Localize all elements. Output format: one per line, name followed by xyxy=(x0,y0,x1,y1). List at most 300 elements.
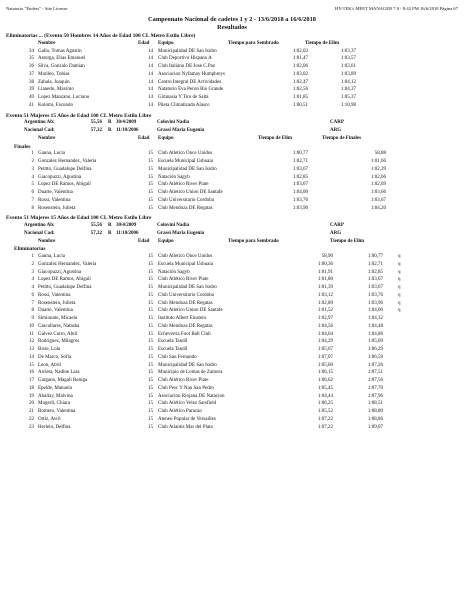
final-time: 1:03,67 xyxy=(367,277,383,283)
swimmer-name: Rodriguez, Milagros xyxy=(38,339,80,345)
col-name: Nombre xyxy=(38,40,56,46)
qualifier-mark: q xyxy=(398,261,401,267)
final-time: 1:02,39 xyxy=(370,166,386,172)
place: 34 xyxy=(29,48,34,54)
final-time: 1:01,66 xyxy=(370,159,386,164)
seed-time: 1:07,07 xyxy=(317,354,333,360)
age: 14 xyxy=(148,79,153,85)
record-mark: R xyxy=(108,120,112,126)
place: 21 xyxy=(29,409,34,414)
result-row xyxy=(0,103,464,111)
club: Club Mendoza DE Regatas xyxy=(158,300,213,306)
record-date: 11/10/2006 xyxy=(116,230,139,236)
record-club: CARP xyxy=(330,223,344,228)
final-time: 1:04,86 xyxy=(367,331,383,337)
place: 39 xyxy=(29,87,34,93)
swimmer-name: Duarte, Valentina xyxy=(38,190,73,195)
place: 8 xyxy=(31,308,34,314)
swimmer-name: Mugerli, Chiara xyxy=(38,401,70,407)
swimmer-name: Arrieta, Nadine Lara xyxy=(38,370,80,376)
club: Echeverria Foot Ball Club xyxy=(158,331,211,337)
place: 20 xyxy=(29,401,34,407)
seed-time: 1:02,97 xyxy=(317,316,333,321)
seed-time: 1:06,15 xyxy=(317,370,333,376)
final-time: 1:07,26 xyxy=(367,362,383,368)
place: 22 xyxy=(29,416,34,422)
place: 38 xyxy=(29,79,34,85)
result-row xyxy=(0,316,464,324)
place: 12 xyxy=(29,339,34,345)
swimmer-name: Gauna, Lucia xyxy=(38,151,65,157)
seed-time: 58,90 xyxy=(321,254,333,259)
age: 15 xyxy=(148,331,153,337)
swimmer-name: Lopez Manzano, Luciano xyxy=(38,95,90,100)
swimmer-name: Zabala, Joaquin xyxy=(38,79,70,85)
place: 37 xyxy=(29,71,34,77)
age: 15 xyxy=(148,393,153,399)
club: Club San Fernando xyxy=(158,354,197,360)
record-row xyxy=(0,128,464,136)
swimmer-name: Gallo, Tomas Agustin xyxy=(38,48,82,54)
swimmer-name: Llanedo, Maximo xyxy=(38,87,74,93)
age: 15 xyxy=(148,166,153,172)
result-row xyxy=(0,80,464,88)
age: 15 xyxy=(148,261,153,267)
age: 15 xyxy=(148,416,153,422)
section-heading: Evento 51 Mujeres 15 Años de Edad 100 CL Metro Estilo Libre xyxy=(6,215,152,222)
age: 15 xyxy=(148,182,153,188)
place: 1 xyxy=(31,151,34,157)
record-club: CARP xyxy=(330,120,344,126)
club: Asociacion Nyfamay Humphreys xyxy=(158,71,225,77)
swimmer-name: Rosenstein, Julieta xyxy=(38,205,76,211)
seed-time: 1:03,67 xyxy=(292,182,308,188)
age: 15 xyxy=(148,316,153,321)
col-seed: Tiempo de Elim xyxy=(258,135,293,141)
age: 15 xyxy=(148,401,153,407)
club: Club Atlético Velez Sarsfield xyxy=(158,401,217,407)
club: Club Atletico Union DE Santafe xyxy=(158,190,223,195)
swimmer-name: Galvez Cutro, Abril xyxy=(38,331,78,337)
club: Club Atlético River Plate xyxy=(158,182,209,188)
swimmer-name: Herlein, Delfina xyxy=(38,424,71,430)
club: Centro Integral DE Actividades xyxy=(158,79,222,85)
final-time: 1:04,48 xyxy=(367,323,383,329)
age: 15 xyxy=(148,174,153,180)
age: 15 xyxy=(148,424,153,430)
final-time: 1:04,00 xyxy=(367,308,383,314)
result-row xyxy=(0,409,464,417)
place: 7 xyxy=(31,197,34,203)
club: Ateneo Popular de Versailles xyxy=(158,416,216,422)
col-final: Tiempo de Finales xyxy=(322,135,362,141)
record-holder: Colovini Nadia xyxy=(157,223,190,228)
swimmer-name: Gonzalez Hernandez, Valeria xyxy=(38,159,97,164)
club: Municipalidad DE San Isidro xyxy=(158,166,217,172)
record-club: ARG xyxy=(330,230,342,236)
seed-time: 1:03,67 xyxy=(292,166,308,172)
result-row xyxy=(0,64,464,72)
result-row xyxy=(0,95,464,103)
seed-time: 1:02,89 xyxy=(317,300,333,306)
swimmer-name: Cascallares, Natasha xyxy=(38,323,80,329)
seed-time: 1:01,39 xyxy=(317,285,333,290)
swimmer-name: Marileo, Tobias xyxy=(38,71,70,77)
swimmer-name: Rossi, Valentina xyxy=(38,292,71,298)
club: Club Universitario Cordoba xyxy=(158,292,214,298)
qualifier-mark: q xyxy=(398,292,401,298)
seed-time: 1:03,12 xyxy=(317,292,333,298)
record-holder: Colovini Nadia xyxy=(157,120,190,126)
seed-time: 1:04,56 xyxy=(317,323,333,329)
final-time: 1:10,98 xyxy=(340,102,356,108)
place: 3 xyxy=(31,269,34,275)
column-header-row xyxy=(0,136,464,144)
qualifier-mark: q xyxy=(398,269,401,275)
page-subtitle: Resultados xyxy=(217,24,247,31)
age: 15 xyxy=(148,354,153,360)
final-time: 1:04,37 xyxy=(340,87,356,93)
final-time: 1:03,57 xyxy=(340,56,356,62)
seed-time: 1:01,52 xyxy=(317,308,333,314)
col-final: Tiempo de Elim xyxy=(305,40,340,46)
club: Club Pesc Y Nau San Pedro xyxy=(158,385,214,391)
place: 2 xyxy=(31,261,34,267)
col-age: Edad xyxy=(138,238,150,244)
col-club: Equipo xyxy=(158,40,174,46)
result-row xyxy=(0,301,464,309)
result-row xyxy=(0,285,464,293)
result-row xyxy=(0,175,464,183)
club: Club Universitario Cordoba xyxy=(158,197,214,203)
age: 15 xyxy=(148,269,153,275)
seed-time: 1:07,22 xyxy=(317,416,333,422)
final-time: 1:08,51 xyxy=(367,401,383,407)
age: 15 xyxy=(148,370,153,376)
swimmer-name: Silva, Gonzalo Damian xyxy=(38,64,85,69)
club: Pileta Climatizada Alasco xyxy=(158,102,210,108)
place: 14 xyxy=(29,354,34,360)
age: 15 xyxy=(148,308,153,314)
club: Club Atlético River Plate xyxy=(158,277,209,283)
result-row xyxy=(0,378,464,386)
qualifier-mark: q xyxy=(398,285,401,290)
place: 9 xyxy=(31,316,34,321)
club: Municipalidad DE San Isidro xyxy=(158,285,217,290)
club: Municipalidad DE San Isidro xyxy=(158,48,217,54)
record-label: Argentino Ab: xyxy=(24,120,55,126)
place: 3 xyxy=(31,166,34,172)
seed-time: 1:02,56 xyxy=(292,87,308,93)
seed-time: 1:05,52 xyxy=(317,409,333,414)
seed-time: 1:03,02 xyxy=(292,71,308,77)
seed-time: 1:06,62 xyxy=(317,378,333,383)
club: Club Atletico Union DE Santafe xyxy=(158,308,223,314)
club: Club Atlético River Plate xyxy=(158,378,209,383)
age: 14 xyxy=(148,71,153,77)
age: 15 xyxy=(148,362,153,368)
record-mark: R xyxy=(108,230,112,236)
club: Club Atletico Once Unidos xyxy=(158,151,213,157)
final-time: 58,88 xyxy=(374,151,386,157)
record-row xyxy=(0,223,464,231)
place: 13 xyxy=(29,347,34,352)
place: 6 xyxy=(31,292,34,298)
column-header-row xyxy=(0,239,464,247)
seed-time: 1:05,45 xyxy=(317,385,333,391)
final-time: 1:07,56 xyxy=(367,378,383,383)
result-row xyxy=(0,394,464,402)
subheading: Finales xyxy=(14,143,31,150)
seed-time: 1:01,85 xyxy=(292,95,308,100)
place: 41 xyxy=(29,102,34,108)
seed-time: 1:02,47 xyxy=(292,79,308,85)
age: 15 xyxy=(148,190,153,195)
final-time: 1:06,29 xyxy=(367,347,383,352)
record-holder: Grassi Maria Eugenia xyxy=(157,128,205,133)
swimmer-name: Rossi, Valentina xyxy=(38,197,71,203)
subheading: Eliminatorias xyxy=(14,246,46,253)
age: 15 xyxy=(148,300,153,306)
swimmer-name: Petitto, Guadalupe Delfina xyxy=(38,166,92,172)
section-heading: Evento 51 Mujeres 15 Años de Edad 100 CL Metro Estilo Libre xyxy=(6,112,152,119)
seed-time: 1:04,44 xyxy=(317,393,333,399)
club: Escuela Municipal Ushuaia xyxy=(158,261,213,267)
club: Escuela Tandil xyxy=(158,347,188,352)
age: 15 xyxy=(148,285,153,290)
club: Club Atlantis Mar del Plata xyxy=(158,424,213,430)
place: 10 xyxy=(29,323,34,329)
swimmer-name: Leon, Abril xyxy=(38,362,62,368)
seed-time: 1:00,51 xyxy=(292,102,308,108)
seed-time: 1:00,77 xyxy=(292,151,308,157)
final-time: 1:00,77 xyxy=(367,254,383,259)
place: 5 xyxy=(31,182,34,188)
place: 16 xyxy=(29,370,34,376)
seed-time: 1:04,00 xyxy=(292,190,308,195)
final-time: 1:08,80 xyxy=(367,409,383,414)
place: 2 xyxy=(31,159,34,164)
age: 14 xyxy=(148,48,153,54)
swimmer-name: Epelde, Manuela xyxy=(38,385,72,391)
seed-time: 1:02,71 xyxy=(292,159,308,164)
age: 15 xyxy=(148,409,153,414)
record-mark: R xyxy=(108,223,112,228)
final-time: 1:02,71 xyxy=(367,261,383,267)
seed-time: 1:07,22 xyxy=(317,424,333,430)
swimmer-name: Gargano, Magali Reniga xyxy=(38,378,88,383)
record-label: Nacional Cad: xyxy=(24,230,55,236)
age: 15 xyxy=(148,378,153,383)
final-time: 1:03,89 xyxy=(340,71,356,77)
age: 15 xyxy=(148,254,153,259)
result-row xyxy=(0,190,464,198)
col-final: Tiempo de Elim xyxy=(330,238,365,244)
record-mark: R xyxy=(108,128,112,133)
final-time: 1:06,59 xyxy=(367,354,383,360)
final-time: 1:08,86 xyxy=(367,416,383,422)
final-time: 1:04,20 xyxy=(370,205,386,211)
swimmer-name: Gauna, Lucia xyxy=(38,254,65,259)
seed-time: 1:02,06 xyxy=(292,64,308,69)
swimmer-name: Simionato, Micaela xyxy=(38,316,78,321)
seed-time: 1:01,80 xyxy=(317,277,333,283)
final-time: 1:03,76 xyxy=(367,292,383,298)
place: 17 xyxy=(29,378,34,383)
qualifier-mark: q xyxy=(398,277,401,283)
final-time: 1:02,66 xyxy=(370,174,386,180)
swimmer-name: Giacopuzzi, Agustina xyxy=(38,174,82,180)
place: 36 xyxy=(29,64,34,69)
seed-time: 1:01,47 xyxy=(292,56,308,62)
club: Natación Sagyb xyxy=(158,174,190,180)
swimmer-name: Kolomi, Facundo xyxy=(38,102,73,108)
result-row xyxy=(0,159,464,167)
col-club: Equipo xyxy=(158,238,174,244)
club: Club Atlético Paracao xyxy=(158,409,202,414)
club: Asociacion Riojana DE Natacion xyxy=(158,393,225,399)
club: Instituto Albert Einstein xyxy=(158,316,207,321)
age: 15 xyxy=(148,323,153,329)
result-row xyxy=(0,363,464,371)
final-time: 1:07,70 xyxy=(367,385,383,391)
club: Natación Sagyb xyxy=(158,269,190,275)
site-license: Natatorio "Enders" - Site License xyxy=(6,6,68,11)
age: 15 xyxy=(148,347,153,352)
record-date: 30/4/2009 xyxy=(116,223,137,228)
record-date: 11/10/2006 xyxy=(116,128,139,133)
seed-time: 1:00,36 xyxy=(317,261,333,267)
record-date: 30/4/2009 xyxy=(116,120,137,126)
swimmer-name: Giacopuzzi, Agustina xyxy=(38,269,82,275)
age: 14 xyxy=(148,56,153,62)
final-time: 1:03,66 xyxy=(370,190,386,195)
seed-time: 1:04,04 xyxy=(317,331,333,337)
final-time: 1:04,32 xyxy=(367,316,383,321)
seed-time: 1:03,76 xyxy=(292,197,308,203)
col-name: Nombre xyxy=(38,238,56,244)
final-time: 1:05,37 xyxy=(340,95,356,100)
record-label: Nacional Cad: xyxy=(24,128,55,133)
result-row xyxy=(0,425,464,433)
club: Escuela Tandil xyxy=(158,339,188,345)
final-time: 1:07,96 xyxy=(367,393,383,399)
result-row xyxy=(0,49,464,57)
club: Club Mendoza DE Regatas xyxy=(158,205,213,211)
final-time: 1:07,51 xyxy=(367,370,383,376)
place: 15 xyxy=(29,362,34,368)
swimmer-name: Romero, Valentina xyxy=(38,409,76,414)
place: 4 xyxy=(31,285,34,290)
record-holder: Grassi Maria Eugenia xyxy=(157,230,205,236)
club: Municipio de Lomas de Zamora xyxy=(158,370,223,376)
swimmer-name: Bisio, Lola xyxy=(38,347,61,352)
swimmer-name: Petitto, Guadalupe Delfina xyxy=(38,285,92,290)
seed-time: 1:03,96 xyxy=(292,205,308,211)
meet-manager-info: HY-TEK's MEET MANAGER 7.0 - 8:42 PM 16/6/2018 Página 67 xyxy=(335,6,458,11)
qualifier-mark: q xyxy=(398,300,401,306)
place: 8 xyxy=(31,205,34,211)
age: 15 xyxy=(148,277,153,283)
final-time: 1:03,96 xyxy=(367,300,383,306)
age: 14 xyxy=(148,87,153,93)
place: 11 xyxy=(29,331,34,337)
record-label: Argentino Ab: xyxy=(24,223,55,228)
club: Natatorio Eva Peron Rio Grande xyxy=(158,87,224,93)
age: 14 xyxy=(148,95,153,100)
seed-time: 1:01,91 xyxy=(317,269,333,275)
club: Escuela Municipal Ushuaia xyxy=(158,159,213,164)
club: Club Atletico Once Unidos xyxy=(158,254,213,259)
seed-time: 1:05,67 xyxy=(317,347,333,352)
final-time: 1:02,69 xyxy=(370,182,386,188)
swimmer-name: Astorga, Elias Emanuel xyxy=(38,56,86,62)
place: 7 xyxy=(31,300,34,306)
club: Club Deportivo Hispano A xyxy=(158,56,212,62)
record-time: 57,32 xyxy=(90,128,102,133)
club: Municipalidad DE San Isidro xyxy=(158,362,217,368)
age: 14 xyxy=(148,64,153,69)
age: 15 xyxy=(148,151,153,157)
age: 14 xyxy=(148,102,153,108)
col-seed: Tiempo para Sembrado xyxy=(228,238,279,244)
age: 15 xyxy=(148,205,153,211)
final-time: 1:04,12 xyxy=(340,79,356,85)
result-row xyxy=(0,347,464,355)
section-heading: Eliminatorias ... (Evento 50 Hombres 14 Años de Edad 100 CL Metro Estilo Libre) xyxy=(6,33,196,39)
final-time: 1:03,37 xyxy=(340,48,356,54)
place: 18 xyxy=(29,385,34,391)
final-time: 1:02,85 xyxy=(367,269,383,275)
final-time: 1:09,07 xyxy=(367,424,383,430)
qualifier-mark: q xyxy=(398,308,401,314)
swimmer-name: Ortiz, Avril xyxy=(38,416,61,422)
age: 15 xyxy=(148,197,153,203)
swimmer-name: Lopez DE Ramos, Abigail xyxy=(38,277,91,283)
age: 15 xyxy=(148,292,153,298)
age: 15 xyxy=(148,159,153,164)
record-club: ARG xyxy=(330,128,342,133)
club: Club Mendoza DE Regatas xyxy=(158,323,213,329)
swimmer-name: Aballay, Malvina xyxy=(38,393,73,399)
seed-time: 1:04,29 xyxy=(317,339,333,345)
swimmer-name: Duarte, Valentina xyxy=(38,308,73,314)
place: 23 xyxy=(29,424,34,430)
col-club: Equipo xyxy=(158,135,174,141)
seed-time: 1:02,85 xyxy=(292,174,308,180)
result-row xyxy=(0,270,464,278)
final-time: 1:03,67 xyxy=(370,197,386,203)
page-title: Campeonato Nacional de cadetes 1 y 2 - 13/6/2018 a 16/6/2018 xyxy=(148,16,316,23)
swimmer-name: Gonzalez Hernandez, Valeria xyxy=(38,261,97,267)
record-time: 55,56 xyxy=(90,223,102,228)
final-time: 1:05,69 xyxy=(367,339,383,345)
record-time: 57,32 xyxy=(90,230,102,236)
page-header xyxy=(6,6,458,16)
age: 15 xyxy=(148,385,153,391)
qualifier-mark: q xyxy=(398,254,401,259)
age: 15 xyxy=(148,339,153,345)
result-row xyxy=(0,332,464,340)
place: 40 xyxy=(29,95,34,100)
place: 4 xyxy=(31,277,34,283)
place: 4 xyxy=(31,174,34,180)
place: 35 xyxy=(29,56,34,62)
result-row xyxy=(0,206,464,214)
swimmer-name: Rosenstein, Julieta xyxy=(38,300,76,306)
col-name: Nombre xyxy=(38,135,56,141)
final-time: 1:03,67 xyxy=(367,285,383,290)
